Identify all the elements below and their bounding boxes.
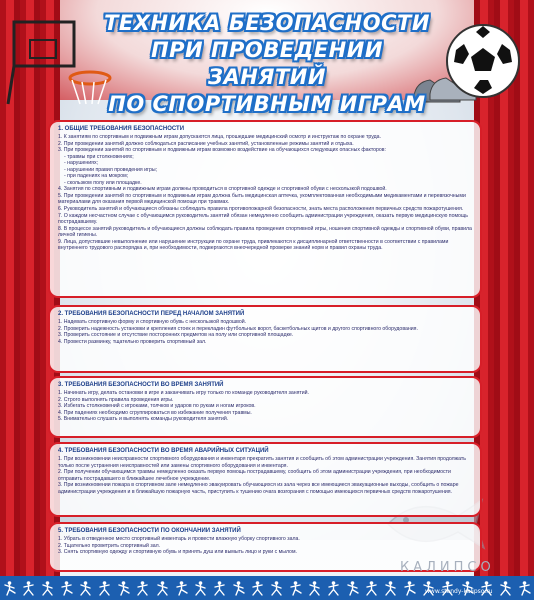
skier-icon xyxy=(156,581,169,596)
archer-icon xyxy=(289,581,302,596)
rule-item: 2. При проведении занятий должно соблюдаться расписание учебных занятий, установленные режимы занятий и отдыха. xyxy=(58,140,354,147)
rule-item: 1. К занятиям по спортивным и подвижным играм допускаются лица, прошедшие медицинский осмотр и инструктаж по охране труда. xyxy=(58,134,382,140)
rule-item: 1. Убрать в отведенное место спортивный инвентарь и провести влажную уборку спортивного зала. xyxy=(58,536,300,542)
basketball-player-icon xyxy=(3,581,16,596)
rule-item: 2. При получении обучающимся травмы немедленно оказать первую помощь пострадавшему, сообщить об этом администрации учреждения, при необходимости отправить пострадавшего в ближайшее лечебное учреждение. xyxy=(58,469,451,482)
section-heading: 3. ТРЕБОВАНИЯ БЕЗОПАСНОСТИ ВО ВРЕМЯ ЗАНЯТИЙ xyxy=(58,382,224,388)
rule-subitem: - нарушениях; xyxy=(64,160,98,167)
tennis-player-icon xyxy=(79,581,92,596)
rule-item: 2. Тщательно проветрить спортивный зал. xyxy=(58,542,161,549)
section-before-class xyxy=(48,305,482,373)
rule-item: 4. Занятия по спортивным и подвижным играм должны проводиться в спортивной одежде и спортивной обуви с нескользкой подошвой. xyxy=(58,186,387,193)
rule-item: 6. Руководитель занятий и обучающиеся обязаны соблюдать правила противопожарной безопасности, знать места расположения первичных средств пожаротушения. xyxy=(58,206,464,213)
jumper-icon xyxy=(327,581,340,596)
rule-subitem: - скользком полу или площадке. xyxy=(64,179,142,186)
handball-player-icon xyxy=(117,581,130,596)
rugby-player-icon xyxy=(518,581,531,596)
section-heading: 4. ТРЕБОВАНИЯ БЕЗОПАСНОСТИ ВО ВРЕМЯ АВАРИЙНЫХ СИТУАЦИЙ xyxy=(58,448,269,454)
cyclist-icon xyxy=(136,581,149,596)
rule-item: 1. При возникновении неисправности спортивного оборудования и инвентаря прекратить занятия и сообщить об этом администрации учреждения. Занятия продолжать только после устранения неисправностей или замены спортивного оборудования и инвентаря. xyxy=(58,456,466,469)
soccer-ball-icon xyxy=(444,22,522,100)
hockey-player-icon xyxy=(98,581,111,596)
rule-item: 1. Начинать игру, делать остановки в игре и заканчивать игру только по команде руководителя занятий. xyxy=(58,390,310,396)
rule-item: 8. В процессе занятий руководитель и обучающиеся должны соблюдать правила проведения спортивной игры, ношения спортивной одежды и спортивной обуви, правила личной гигиены. xyxy=(58,225,472,239)
judoka-icon xyxy=(499,581,512,596)
rule-item: 4. При падениях необходимо сгруппироваться во избежание получения травмы. xyxy=(58,409,252,416)
rule-subitem: - травмы при столкновениях; xyxy=(64,153,134,160)
wrestler-icon xyxy=(251,581,264,596)
rule-item: 7. О каждом несчастном случае с обучающимся руководитель занятий обязан немедленно сообщить администрации учреждения, оказать первую медицинскую помощь пострадавшему. xyxy=(58,212,468,226)
runner-icon xyxy=(60,581,73,596)
fencer-icon xyxy=(270,581,283,596)
section-general-requirements xyxy=(48,120,482,298)
section-during-class xyxy=(48,376,482,438)
title-line-2: ПРИ ПРОВЕДЕНИИ ЗАНЯТИЙ xyxy=(151,38,383,89)
rule-item: 1. Надевать спортивную форму и спортивную обувь с нескользкой подошвой. xyxy=(58,319,247,325)
section-emergency xyxy=(48,442,482,517)
rule-item: 3. Избегать столкновений с игроками, толчков и ударов по рукам и ногам игроков. xyxy=(58,403,256,410)
rule-subitem: - нарушении правил проведения игры; xyxy=(64,166,158,173)
badminton-player-icon xyxy=(365,581,378,596)
title-line-1: ТЕХНИКА БЕЗОПАСНОСТИ xyxy=(104,11,430,35)
gymnast-icon xyxy=(194,581,207,596)
section-heading: 1. ОБЩИЕ ТРЕБОВАНИЯ БЕЗОПАСНОСТИ xyxy=(58,126,185,132)
skater-icon xyxy=(308,581,321,596)
golfer-icon xyxy=(403,581,416,596)
football-player-icon xyxy=(22,581,35,596)
brand-logo-text: КАЛИПСО xyxy=(400,560,495,575)
section-heading: 5. ТРЕБОВАНИЯ БЕЗОПАСНОСТИ ПО ОКОНЧАНИИ ЗАНЯТИЙ xyxy=(58,528,241,534)
rule-item: 5. Внимательно слушать и выполнять команды руководителя занятий. xyxy=(58,416,229,423)
brand-website: www.stendy-kalipso.ru xyxy=(425,588,493,595)
swimmer-icon xyxy=(175,581,188,596)
section-heading: 2. ТРЕБОВАНИЯ БЕЗОПАСНОСТИ ПЕРЕД НАЧАЛОМ ЗАНЯТИЙ xyxy=(58,311,245,317)
poster-title xyxy=(92,10,442,118)
rule-item: 9. Лица, допустившие невыполнение или нарушение инструкции по охране труда, привлекаются к дисциплинарной ответственности в соответствии с правилами внутреннего трудового распорядка и, при необходимости, подвергаются внеочередной проверке знаний норм и правил охраны труда. xyxy=(58,238,449,252)
rule-item: 2. Строго выполнять правила проведения игры. xyxy=(58,396,174,403)
rule-item: 4. Провести разминку, тщательно проверить спортивный зал. xyxy=(58,338,207,345)
volleyball-player-icon xyxy=(41,581,54,596)
table-tennis-icon xyxy=(384,581,397,596)
weightlifter-icon xyxy=(232,581,245,596)
title-line-3: ПО СПОРТИВНЫМ ИГРАМ xyxy=(108,92,426,116)
rule-subitem: - при падениях на мокром; xyxy=(64,173,129,180)
rule-item: 5. При проведении занятий по спортивным и подвижным играм должна быть медицинская аптечка, укомплектованная необходимыми медикаментами и перевязочными материалами для оказания первой медицинской помощи при травмах. xyxy=(58,192,466,206)
rule-item: 3. При проведении занятий по спортивным и подвижным играм возможно воздействие на обучающихся следующих опасных факторов: xyxy=(58,147,387,154)
rower-icon xyxy=(346,581,359,596)
rule-item: 3. Снять спортивную одежду и спортивную обувь и принять душ или вымыть лицо и руки с мылом. xyxy=(58,549,297,556)
rule-item: 3. При возникновении пожара в спортивном зале немедленно эвакуировать обучающихся из зала через все имеющиеся эвакуационные выходы, сообщить о пожаре администрации учреждения и в ближайшую пожарную часть, приступить к тушению очага возгорания с помощью имеющихся первичных средств пожаротушения. xyxy=(58,482,459,495)
rule-item: 3. Проверить состояние и отсутствие посторонних предметов на полу или спортивной площадке. xyxy=(58,332,294,339)
boxer-icon xyxy=(213,581,226,596)
rule-item: 2. Проверить надежность установки и крепления стоек и перекладин футбольных ворот, баскетбольных щитов и другого спортивного оборудования. xyxy=(58,325,418,332)
